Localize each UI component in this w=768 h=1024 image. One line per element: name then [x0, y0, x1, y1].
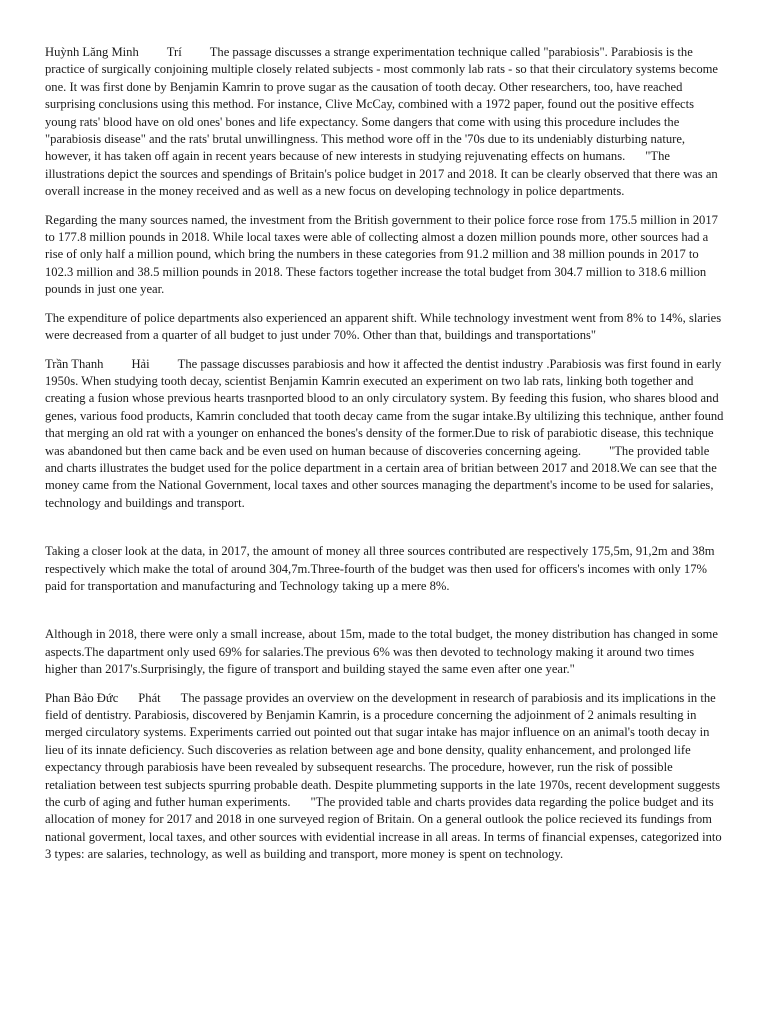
entry-2-budget-intro: "The provided table and charts illustrates the budget used for the police department in a certain area of britian between 2017 and 2018.We can see that the money came from the National Government, local taxes and other sources managing the department's income to be used for salaries, technology and buildings and transport. [45, 443, 717, 510]
entry-1-author-second: Trí [166, 45, 182, 59]
entry-3-budget-intro: "The provided table and charts provides data regarding the police budget and its allocation of money for 2017 and 2018 in one surveyed region of Britain. On a general outlook the police recieved its fundings from national goverment, local taxes, and other sources with evidential increase in all areas. In terms of financial expenses, categorized into 3 types: are salaries, technology, as well as building and transport, more money is spent on technology. [45, 795, 722, 862]
entry-2-author-first: Trần Thanh [45, 356, 104, 371]
entry-1-author-first: Huỳnh Lăng Minh [45, 45, 139, 59]
entry-2-paragraph-1 [45, 356, 725, 513]
entry-2-paragraph-3: Although in 2018, there were only a small increase, about 15m, made to the total budget, the money distribution has changed in some aspects.The dapartment only used 69% for salaries.The previous 6% was then devoted to technology making it around two times higher than 2017's.Surprisingly, the figure of transport and building stayed the same even after one year." [45, 627, 718, 677]
entry-1-parabiosis-summary: The passage discusses a strange experimentation technique called "parabiosis". Parabiosis is the practice of surgically conjoining multiple closely related subjects - most commonly lab rats - so that their circulatory systems become one. It was first done by Benjamin Kamrin to prove sugar as the causation of tooth decay. Other researchers, too, have reached surprising conclusions using this method. For instance, Clive McCay, combined with a 1972 paper, found out the positive effects young rats' blood have on old ones' bones and life expectancy. Some dangers that come with using this procedure includes the "parabiosis disease" and the rats' brutal unwillingness. This method wore off in the '70s due to its undeniably disturbing nature, however, it has taken off again in recent years because of new interests in studying rejuvenating effects on humans. [45, 45, 719, 164]
entry-1-paragraph-2: Regarding the many sources named, the investment from the British government to their police force rose from 175.5 million in 2017 to 177.8 million pounds in 2018. While local taxes were able of collecting almost a dozen million pounds more, other sources had a rise of only half a million pound, which bring the numbers in these categories from 91.2 million and 38 million pounds in 2017 to 102.3 million and 38.5 million pounds in 2018. These factors together increase the total budget from 304.7 million to 318.6 million pounds in just one year. [45, 212, 718, 297]
entry-2-author-second: Hải [131, 356, 150, 371]
entry-1-paragraph-3: The expenditure of police departments also experienced an apparent shift. While technology investment went from 8% to 14%, slaries were decreased from a quarter of all budget to just under 70%. Other than that, buildings and transportations" [45, 310, 722, 343]
blank-line [45, 606, 725, 626]
document-page [45, 44, 725, 875]
entry-3-author-first: Phan Bảo Đức [45, 690, 119, 705]
entry-3-parabiosis-summary: The passage provides an overview on the development in research of parabiosis and its implications in the field of dentistry. Parabiosis, discovered by Benjamin Kamrin, is a procedure concerning the adjoinment of 2 animals resulting in merged circulatory systems. Experiments carried out pointed out that sugar intake has major influence on an animal's tooth decay in lieu of its innate deficiency. Such discoveries as relation between age and bone density, quality enhancement, and prolonged life expectancy through parabiosis have been revealed by subsequent researchs. The procedure, however, run the risk of possible retaliation between test subjects spurring probable death. Despite plummeting supports in the late 1970s, recent development suggests the curb of aging and futher human experiments. [45, 690, 721, 810]
entry-3-paragraph-1 [45, 690, 725, 864]
blank-line [45, 523, 725, 543]
entry-1-paragraph-1 [45, 44, 725, 201]
entry-1-budget-intro: "The illustrations depict the sources and spendings of Britain's police budget in 2017 and 2018. It can be clearly observed that there was an overall increase in the money received and as well as a new focus on developing technology in police departments. [45, 149, 718, 199]
entry-3-author-second: Phát [138, 690, 161, 705]
entry-2-paragraph-2: Taking a closer look at the data, in 2017, the amount of money all three sources contributed are respectively 175,5m, 91,2m and 38m respectively which make the total of around 304,7m.Three-fourth of the budget was then used for officers's incomes with only 17% paid for transportation and manufacturing and Technology taking up a mere 8%. [45, 544, 715, 593]
entry-2-parabiosis-summary: The passage discusses parabiosis and how it affected the dentist industry .Parabiosis was first found in early 1950s. When studying tooth decay, scientist Benjamin Kamrin executed an experiment on two lab rats, linking both together and creating a fusion whose previous hearts trasnported blood to an only circulatory system. By feeding this fusion, who shares blood and genes, various food products, Kamrin concluded that tooth decay came from the sugar intake.By ultilizing this technique, anther found that merging an old rat with a younger on enhanced the bones's density of the former.Due to risk of parabiotic disease, this technique was abandoned but then came back and be even used on human because of discoveries concerning ageing. [45, 356, 724, 458]
